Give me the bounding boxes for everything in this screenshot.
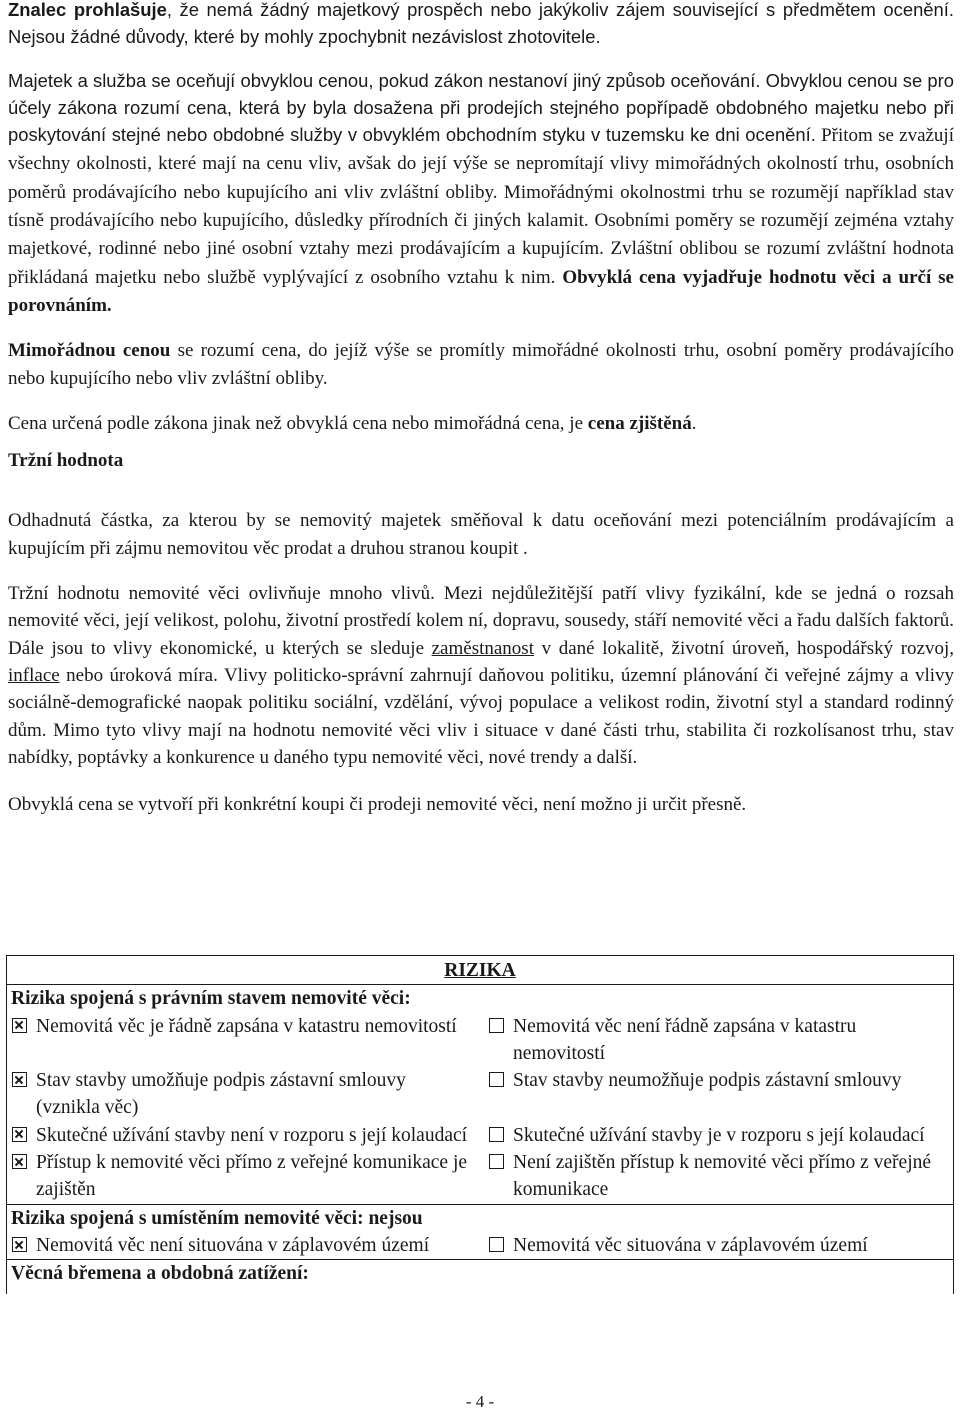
- risk-option-right: [480, 1013, 949, 1068]
- checked-checkbox-icon[interactable]: [12, 1237, 27, 1252]
- checked-checkbox-icon[interactable]: [12, 1127, 27, 1142]
- obvykla-cena-closing: Obvyklá cena se vytvoří při konkrétní koupi či prodeji nemovité věci, není možno ji určit přesně.: [8, 794, 747, 816]
- risk-table: [6, 955, 954, 1294]
- checked-checkbox-icon[interactable]: [12, 1072, 27, 1087]
- risk-option-row: [11, 1067, 949, 1122]
- empty-checkbox-icon[interactable]: [489, 1072, 504, 1087]
- risk-option-right: [480, 1122, 949, 1149]
- risk-option-right: [480, 1232, 949, 1259]
- legal-risks-options: [11, 1013, 949, 1204]
- burdens-cell: [7, 1260, 954, 1294]
- link-zamestnanost[interactable]: zaměstnanost: [431, 637, 534, 659]
- legal-risks-heading: Rizika spojená s právním stavem nemovité věci:: [11, 988, 411, 1010]
- empty-checkbox-icon[interactable]: [489, 1154, 504, 1169]
- mimoradna-cena-text: se rozumí cena, do jejíž výše se promítly mimořádné okolnosti trhu, osobní poměry prodávajícího nebo kupujícího nebo vliv zvláštní obliby.: [8, 340, 954, 389]
- trzni-hodnota-heading: Tržní hodnota: [8, 450, 124, 472]
- intro-declaration: [8, 0, 954, 51]
- obvykla-cena-sans-text: Majetek a služba se oceňují obvyklou cenou, pokud zákon nestanoví jiný způsob oceňování. Obvyklou cenou se pro účely zákona rozumí cena, která by byla dosažena při prodejích stejného popřípadě obdobného majetku nebo při poskytování stejné nebo obdobné služby v obvyklém obchodním styku v tuzemsku ke dni ocenění.: [8, 69, 954, 146]
- mimoradna-cena-paragraph: [8, 337, 954, 392]
- obvykla-cena-serif-text: Přitom se zvažují všechny okolnosti, které mají na cenu vliv, avšak do její výše se nepromítají vlivy mimořádných okolností trhu, osobních poměrů prodávajícího nebo kupujícího ani vliv zvláštní obliby. Mimořádnými okolnostmi trhu se rozumějí například stav tísně prodávajícího nebo kupujícího, důsledky přírodních či jiných kalamit. Osobními poměry se rozumějí zejména vztahy majetkové, rodinné nebo jiné osobní vztahy mezi prodávajícím a kupujícím. Zvláštní oblibou se rozumí zvláštní hodnota přikládaná majetku nebo službě vyplývající z osobního vztahu k nim.: [8, 125, 954, 288]
- document-body: [8, 0, 954, 818]
- risk-option-row: [11, 1232, 949, 1259]
- page-number: - 4 -: [465, 1392, 495, 1411]
- risk-option-left: [11, 1067, 480, 1122]
- risk-option-label: Nemovitá věc situována v záplavovém území: [513, 1234, 868, 1256]
- risk-option-label: Stav stavby umožňuje podpis zástavní smlouvy (vznikla věc): [36, 1070, 406, 1119]
- cena-zjistena-text: Cena určená podle zákona jinak než obvyklá cena nebo mimořádná cena, je: [8, 412, 588, 434]
- risk-option-left: [11, 1232, 480, 1259]
- obvykla-cena-paragraph: [8, 67, 954, 320]
- risk-option-right: [480, 1149, 949, 1204]
- obvykla-cena-bold-conclusion: Obvyklá cena vyjadřuje hodnotu věci a určí se porovnáním.: [8, 266, 954, 316]
- risk-table-title: RIZIKA: [7, 956, 954, 985]
- empty-checkbox-icon[interactable]: [489, 1237, 504, 1252]
- risk-option-label: Nemovitá věc není situována v záplavovém území: [36, 1234, 430, 1256]
- risk-option-left: [11, 1122, 480, 1149]
- risk-option-row: [11, 1013, 949, 1068]
- empty-checkbox-icon[interactable]: [489, 1018, 504, 1033]
- checked-checkbox-icon[interactable]: [12, 1018, 27, 1033]
- risk-option-label: Skutečné užívání stavby je v rozporu s její kolaudací: [513, 1124, 925, 1146]
- risk-option-left: [11, 1149, 480, 1204]
- risk-option-left: [11, 1013, 480, 1068]
- checked-checkbox-icon[interactable]: [12, 1154, 27, 1169]
- risk-option-row: [11, 1122, 949, 1149]
- location-risks-cell: [7, 1204, 954, 1260]
- location-risks-heading: Rizika spojená s umístěním nemovité věci: nejsou: [11, 1207, 423, 1229]
- influences-text-a: Tržní hodnotu nemovité věci ovlivňuje mnoho vlivů. Mezi nejdůležitější patří vlivy fyzikální, kde se jedná o rozsah nemovité věci, její velikost, polohu, životní prostředí kolem ní, dopravu, sousedy, stáří nemovité věci a řadu dalších faktorů. Dále jsou to vlivy ekonomické, u kterých se sleduje: [8, 583, 954, 659]
- empty-checkbox-icon[interactable]: [489, 1127, 504, 1142]
- legal-risks-cell: [7, 985, 954, 1204]
- risk-option-label: Stav stavby neumožňuje podpis zástavní smlouvy: [513, 1070, 902, 1092]
- risk-option-right: [480, 1067, 949, 1122]
- risk-option-label: Skutečné užívání stavby není v rozporu s její kolaudací: [36, 1124, 468, 1146]
- cena-zjistena-term: cena zjištěná: [587, 412, 692, 434]
- cena-zjistena-end: .: [691, 412, 697, 434]
- risk-option-row: [11, 1149, 949, 1204]
- trzni-hodnota-influences: [8, 580, 954, 771]
- cena-zjistena-paragraph: [8, 410, 954, 437]
- influences-text-b: v dané lokalitě, životní úroveň, hospodářský rozvoj,: [533, 637, 954, 659]
- declaration-text: , že nemá žádný majetkový prospěch nebo jakýkoliv zájem související s předmětem ocenění. Nejsou žádné důvody, které by mohly zpochybnit nezávislost zhotovitele.: [8, 0, 954, 48]
- risk-option-label: Nemovitá věc je řádně zapsána v katastru nemovitostí: [36, 1015, 457, 1037]
- risk-option-label: Nemovitá věc není řádně zapsána v katastru nemovitostí: [513, 1015, 857, 1064]
- risk-option-label: Přístup k nemovité věci přímo z veřejné komunikace je zajištěn: [36, 1152, 468, 1201]
- burdens-heading: Věcná břemena a obdobná zatížení:: [11, 1263, 309, 1285]
- influences-text-c: nebo úroková míra. Vlivy politicko-správní zahrnují daňovou politiku, územní plánování či veřejné zájmy a vlivy sociálně-demografické naopak politiku sociální, vzdělání, vývoj populace a velikost rodin, životní styl a standard rodinný dům. Mimo tyto vlivy mají na hodnotu nemovité věci vliv i situace v dané části trhu, stabilita či rozkolísanost trhu, stav nabídky, poptávky a konkurence u daného typu nemovité věci, nové trendy a další.: [8, 664, 954, 768]
- declaration-bold: Znalec prohlašuje: [8, 0, 167, 20]
- mimoradna-cena-term: Mimořádnou cenou: [8, 340, 171, 362]
- link-inflace[interactable]: inflace: [8, 664, 60, 686]
- location-risks-options: [11, 1232, 949, 1259]
- trzni-hodnota-definition: Odhadnutá částka, za kterou by se nemovitý majetek směňoval k datu oceňování mezi potenciálním prodávajícím a kupujícím při zájmu nemovitou věc prodat a druhou stranou koupit .: [8, 510, 954, 559]
- risk-option-label: Není zajištěn přístup k nemovité věci přímo z veřejné komunikace: [513, 1152, 932, 1201]
